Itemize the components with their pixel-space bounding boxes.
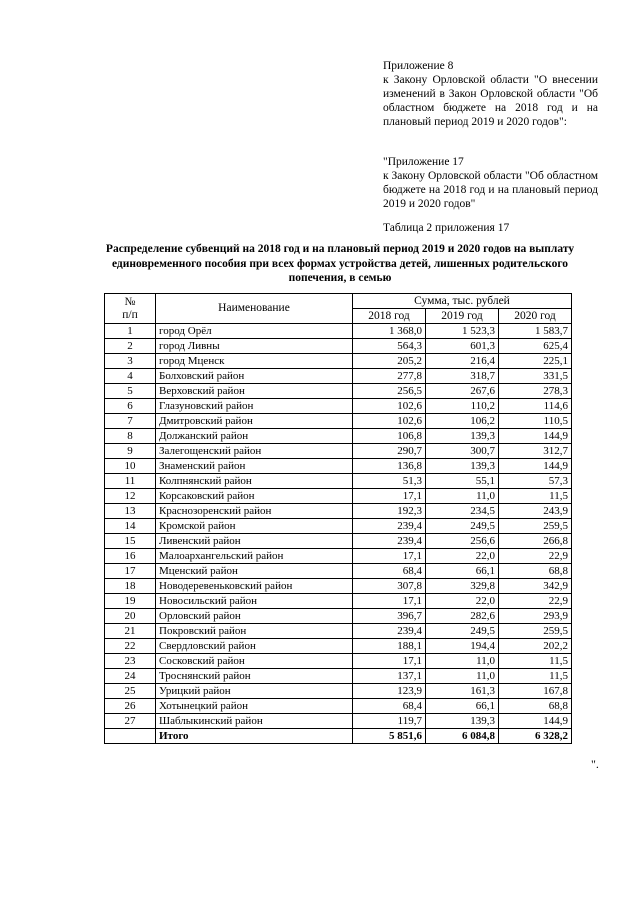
appendix-17-heading (383, 155, 598, 211)
cell-number: 3 (105, 354, 156, 369)
cell-number: 6 (105, 399, 156, 414)
table-row (105, 444, 572, 459)
header-number-part: п/п (122, 308, 138, 321)
table-row (105, 549, 572, 564)
table-row (105, 654, 572, 669)
table-row (105, 429, 572, 444)
header-name: Наименование (156, 294, 353, 324)
cell-2020: 144,9 (499, 429, 572, 444)
cell-name: город Мценск (156, 354, 353, 369)
cell-number: 22 (105, 639, 156, 654)
cell-2018: 102,6 (353, 414, 426, 429)
cell-name: город Орёл (156, 324, 353, 339)
cell-name: Корсаковский район (156, 489, 353, 504)
cell-2020: 144,9 (499, 714, 572, 729)
cell-2018: 564,3 (353, 339, 426, 354)
cell-2020: 11,5 (499, 669, 572, 684)
table-caption: Таблица 2 приложения 17 (383, 222, 510, 234)
cell-name: Ливенский район (156, 534, 353, 549)
cell-number: 9 (105, 444, 156, 459)
table-row (105, 354, 572, 369)
cell-2018: 205,2 (353, 354, 426, 369)
cell-name: Хотынецкий район (156, 699, 353, 714)
cell-2018: 119,7 (353, 714, 426, 729)
cell-2019: 11,0 (426, 669, 499, 684)
header-year-2019: 2019 год (426, 309, 499, 324)
cell-2019: 66,1 (426, 699, 499, 714)
cell-2020: 11,5 (499, 489, 572, 504)
cell-2018: 239,4 (353, 624, 426, 639)
table-row (105, 414, 572, 429)
cell-2018: 239,4 (353, 534, 426, 549)
cell-number: 23 (105, 654, 156, 669)
cell-2019: 106,2 (426, 414, 499, 429)
cell-name: Колпнянский район (156, 474, 353, 489)
cell-name: Мценский район (156, 564, 353, 579)
cell-2019: 22,0 (426, 549, 499, 564)
cell-2018: 290,7 (353, 444, 426, 459)
cell-number: 11 (105, 474, 156, 489)
cell-2020: 22,9 (499, 594, 572, 609)
table-row (105, 474, 572, 489)
cell-2019: 161,3 (426, 684, 499, 699)
cell-2019: 1 523,3 (426, 324, 499, 339)
cell-number: 26 (105, 699, 156, 714)
cell-2019: 329,8 (426, 579, 499, 594)
cell-2020: 312,7 (499, 444, 572, 459)
cell-2018: 106,8 (353, 429, 426, 444)
header-number-part: № (124, 295, 136, 308)
cell-2020: 266,8 (499, 534, 572, 549)
cell-2018: 192,3 (353, 504, 426, 519)
cell-2018: 17,1 (353, 654, 426, 669)
table-row (105, 684, 572, 699)
cell-name: Орловский район (156, 609, 353, 624)
cell-name: Покровский район (156, 624, 353, 639)
table-row (105, 564, 572, 579)
header-sum: Сумма, тыс. рублей (353, 294, 572, 309)
table-total-row (105, 729, 572, 744)
cell-2019: 318,7 (426, 369, 499, 384)
cell-2020: 6 328,2 (499, 729, 572, 744)
table-row (105, 699, 572, 714)
cell-name: Урицкий район (156, 684, 353, 699)
cell-name: Свердловский район (156, 639, 353, 654)
cell-number: 1 (105, 324, 156, 339)
table-row (105, 669, 572, 684)
closing-quote: ". (591, 757, 599, 771)
cell-2019: 110,2 (426, 399, 499, 414)
cell-2018: 51,3 (353, 474, 426, 489)
table-header-row (105, 294, 572, 309)
cell-number (105, 729, 156, 744)
cell-2020: 110,5 (499, 414, 572, 429)
cell-number: 8 (105, 429, 156, 444)
cell-2020: 11,5 (499, 654, 572, 669)
cell-number: 4 (105, 369, 156, 384)
cell-2020: 342,9 (499, 579, 572, 594)
table-row (105, 384, 572, 399)
cell-2018: 102,6 (353, 399, 426, 414)
cell-name: Малоархангельский район (156, 549, 353, 564)
cell-2018: 123,9 (353, 684, 426, 699)
cell-name: Сосковский район (156, 654, 353, 669)
table-row (105, 639, 572, 654)
cell-2018: 307,8 (353, 579, 426, 594)
cell-number: 2 (105, 339, 156, 354)
cell-2020: 22,9 (499, 549, 572, 564)
table-row (105, 339, 572, 354)
cell-name: Глазуновский район (156, 399, 353, 414)
cell-number: 7 (105, 414, 156, 429)
cell-2019: 11,0 (426, 654, 499, 669)
cell-2020: 68,8 (499, 699, 572, 714)
table-row (105, 579, 572, 594)
cell-2018: 1 368,0 (353, 324, 426, 339)
cell-name: Залегощенский район (156, 444, 353, 459)
appendix-8-text: к Закону Орловской области "О внесении изменений в Закон Орловской области "Об областном бюджете на 2018 год и на плановый период 2019 и 2020 годов": (383, 74, 598, 128)
cell-name: город Ливны (156, 339, 353, 354)
cell-2018: 17,1 (353, 549, 426, 564)
cell-2019: 22,0 (426, 594, 499, 609)
table-row (105, 594, 572, 609)
table-row (105, 369, 572, 384)
cell-2020: 225,1 (499, 354, 572, 369)
cell-number: 16 (105, 549, 156, 564)
cell-name: Шаблыкинский район (156, 714, 353, 729)
cell-2018: 137,1 (353, 669, 426, 684)
cell-2019: 249,5 (426, 519, 499, 534)
cell-number: 10 (105, 459, 156, 474)
cell-2018: 17,1 (353, 489, 426, 504)
cell-2019: 234,5 (426, 504, 499, 519)
appendix-8-title: Приложение 8 (383, 60, 454, 72)
cell-2019: 139,3 (426, 459, 499, 474)
table-row (105, 609, 572, 624)
cell-name: Должанский район (156, 429, 353, 444)
cell-2018: 17,1 (353, 594, 426, 609)
cell-number: 17 (105, 564, 156, 579)
table-row (105, 504, 572, 519)
appendix-17-title: "Приложение 17 (383, 156, 464, 168)
cell-name: Новодеревеньковский район (156, 579, 353, 594)
cell-2019: 11,0 (426, 489, 499, 504)
cell-name: Верховский район (156, 384, 353, 399)
cell-2019: 282,6 (426, 609, 499, 624)
cell-name: Краснозоренский район (156, 504, 353, 519)
cell-2020: 68,8 (499, 564, 572, 579)
appendix-8-heading (383, 59, 598, 129)
cell-number: 14 (105, 519, 156, 534)
cell-2019: 55,1 (426, 474, 499, 489)
cell-2020: 259,5 (499, 519, 572, 534)
cell-2020: 202,2 (499, 639, 572, 654)
cell-2020: 625,4 (499, 339, 572, 354)
cell-name: Дмитровский район (156, 414, 353, 429)
cell-number: 19 (105, 594, 156, 609)
cell-2020: 331,5 (499, 369, 572, 384)
table-body (105, 324, 572, 744)
table-row (105, 459, 572, 474)
cell-2018: 136,8 (353, 459, 426, 474)
appendix-17-text: к Закону Орловской области "Об областном бюджете на 2018 год и на плановый период 2019 и 2020 годов" (383, 170, 598, 210)
cell-number: 13 (105, 504, 156, 519)
cell-2020: 293,9 (499, 609, 572, 624)
cell-2018: 277,8 (353, 369, 426, 384)
cell-2019: 300,7 (426, 444, 499, 459)
cell-number: 24 (105, 669, 156, 684)
cell-2018: 188,1 (353, 639, 426, 654)
cell-2019: 249,5 (426, 624, 499, 639)
cell-2018: 5 851,6 (353, 729, 426, 744)
cell-2019: 6 084,8 (426, 729, 499, 744)
cell-name: Троснянский район (156, 669, 353, 684)
cell-2018: 239,4 (353, 519, 426, 534)
cell-2020: 167,8 (499, 684, 572, 699)
cell-name: Итого (156, 729, 353, 744)
cell-2020: 1 583,7 (499, 324, 572, 339)
cell-2019: 66,1 (426, 564, 499, 579)
cell-2020: 243,9 (499, 504, 572, 519)
cell-number: 5 (105, 384, 156, 399)
cell-name: Знаменский район (156, 459, 353, 474)
cell-2018: 68,4 (353, 564, 426, 579)
table-row (105, 519, 572, 534)
cell-2018: 256,5 (353, 384, 426, 399)
table-row (105, 324, 572, 339)
cell-2020: 57,3 (499, 474, 572, 489)
cell-number: 25 (105, 684, 156, 699)
cell-number: 15 (105, 534, 156, 549)
subvention-table (104, 293, 572, 744)
header-year-2018: 2018 год (353, 309, 426, 324)
cell-2019: 216,4 (426, 354, 499, 369)
cell-number: 12 (105, 489, 156, 504)
header-year-2020: 2020 год (499, 309, 572, 324)
cell-2018: 68,4 (353, 699, 426, 714)
cell-2020: 114,6 (499, 399, 572, 414)
cell-2019: 256,6 (426, 534, 499, 549)
cell-name: Новосильский район (156, 594, 353, 609)
table-row (105, 714, 572, 729)
cell-2020: 259,5 (499, 624, 572, 639)
cell-2019: 601,3 (426, 339, 499, 354)
cell-number: 21 (105, 624, 156, 639)
cell-2019: 267,6 (426, 384, 499, 399)
cell-number: 20 (105, 609, 156, 624)
cell-number: 27 (105, 714, 156, 729)
header-number (105, 294, 156, 324)
cell-2020: 144,9 (499, 459, 572, 474)
cell-2019: 139,3 (426, 714, 499, 729)
cell-number: 18 (105, 579, 156, 594)
table-row (105, 624, 572, 639)
cell-2019: 139,3 (426, 429, 499, 444)
document-title: Распределение субвенций на 2018 год и на плановый период 2019 и 2020 годов на выплату единовременного пособия при всех формах устройства детей, лишенных родительского попечения, в семью (105, 243, 575, 284)
table-row (105, 534, 572, 549)
cell-2018: 396,7 (353, 609, 426, 624)
table-row (105, 489, 572, 504)
cell-name: Болховский район (156, 369, 353, 384)
cell-name: Кромской район (156, 519, 353, 534)
table-row (105, 399, 572, 414)
cell-2019: 194,4 (426, 639, 499, 654)
cell-2020: 278,3 (499, 384, 572, 399)
